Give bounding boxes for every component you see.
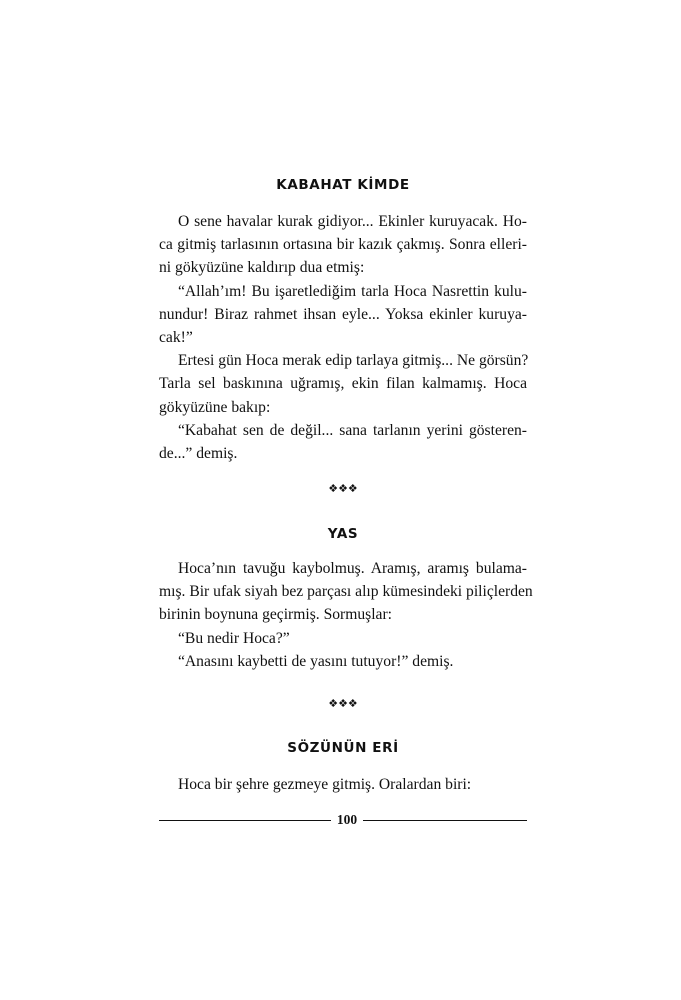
paragraph-line: Hoca’nın tavuğu kaybolmuş. Aramış, aramış bulama- xyxy=(178,560,527,577)
footer-rule-left xyxy=(159,820,331,821)
page-footer xyxy=(159,811,527,831)
section-divider-ornament: ❖❖❖ xyxy=(328,697,358,710)
paragraph-line: O sene havalar kurak gidiyor... Ekinler kuruyacak. Ho- xyxy=(178,213,527,230)
paragraph-line: “Kabahat sen de değil... sana tarlanın yerini gösteren- xyxy=(178,421,527,439)
footer-rule-right xyxy=(363,820,527,821)
page-number: 100 xyxy=(336,812,358,827)
paragraph-line: cak!” xyxy=(159,328,193,346)
paragraph-line: Ertesi gün Hoca merak edip tarlaya gitmiş... Ne görsün? xyxy=(178,352,529,370)
paragraph-line: Tarla sel baskınına uğramış, ekin filan kalmamış. Hoca xyxy=(159,375,527,393)
paragraph-line: birinin boynuna geçirmiş. Sormuşlar: xyxy=(159,606,393,624)
section-body-sozunun-eri xyxy=(159,773,527,796)
paragraph-line: de...” demiş. xyxy=(159,444,238,462)
section-body-yas xyxy=(159,557,533,673)
paragraph-line: Hoca bir şehre gezmeye gitmiş. Oralardan biri: xyxy=(178,776,472,793)
paragraph-line: “Anasını kaybetti de yasını tutuyor!” demiş. xyxy=(178,652,454,670)
paragraph-line: mış. Bir ufak siyah bez parçası alıp kümesindeki piliçlerden xyxy=(159,583,533,601)
paragraph-line: “Bu nedir Hoca?” xyxy=(178,629,290,647)
paragraph-line: “Allah’ım! Bu işaretlediğim tarla Hoca Nasrettin kulu- xyxy=(178,282,527,300)
paragraph-line: ni gökyüzüne kaldırıp dua etmiş: xyxy=(159,259,365,277)
paragraph-line: nundur! Biraz rahmet ihsan eyle... Yoksa ekinler kuruya- xyxy=(159,305,527,323)
paragraph-line: ca gitmiş tarlasının ortasına bir kazık çakmış. Sonra elleri- xyxy=(159,236,527,254)
paragraph-line: gökyüzüne bakıp: xyxy=(159,398,271,416)
section-title-kabahat-kimde: KABAHAT KİMDE xyxy=(276,177,410,193)
section-body-kabahat-kimde xyxy=(159,210,527,465)
section-title-sozunun-eri: SÖZÜNÜN ERİ xyxy=(287,740,399,756)
section-title-yas: YAS xyxy=(327,526,359,542)
section-divider-ornament: ❖❖❖ xyxy=(328,482,358,495)
